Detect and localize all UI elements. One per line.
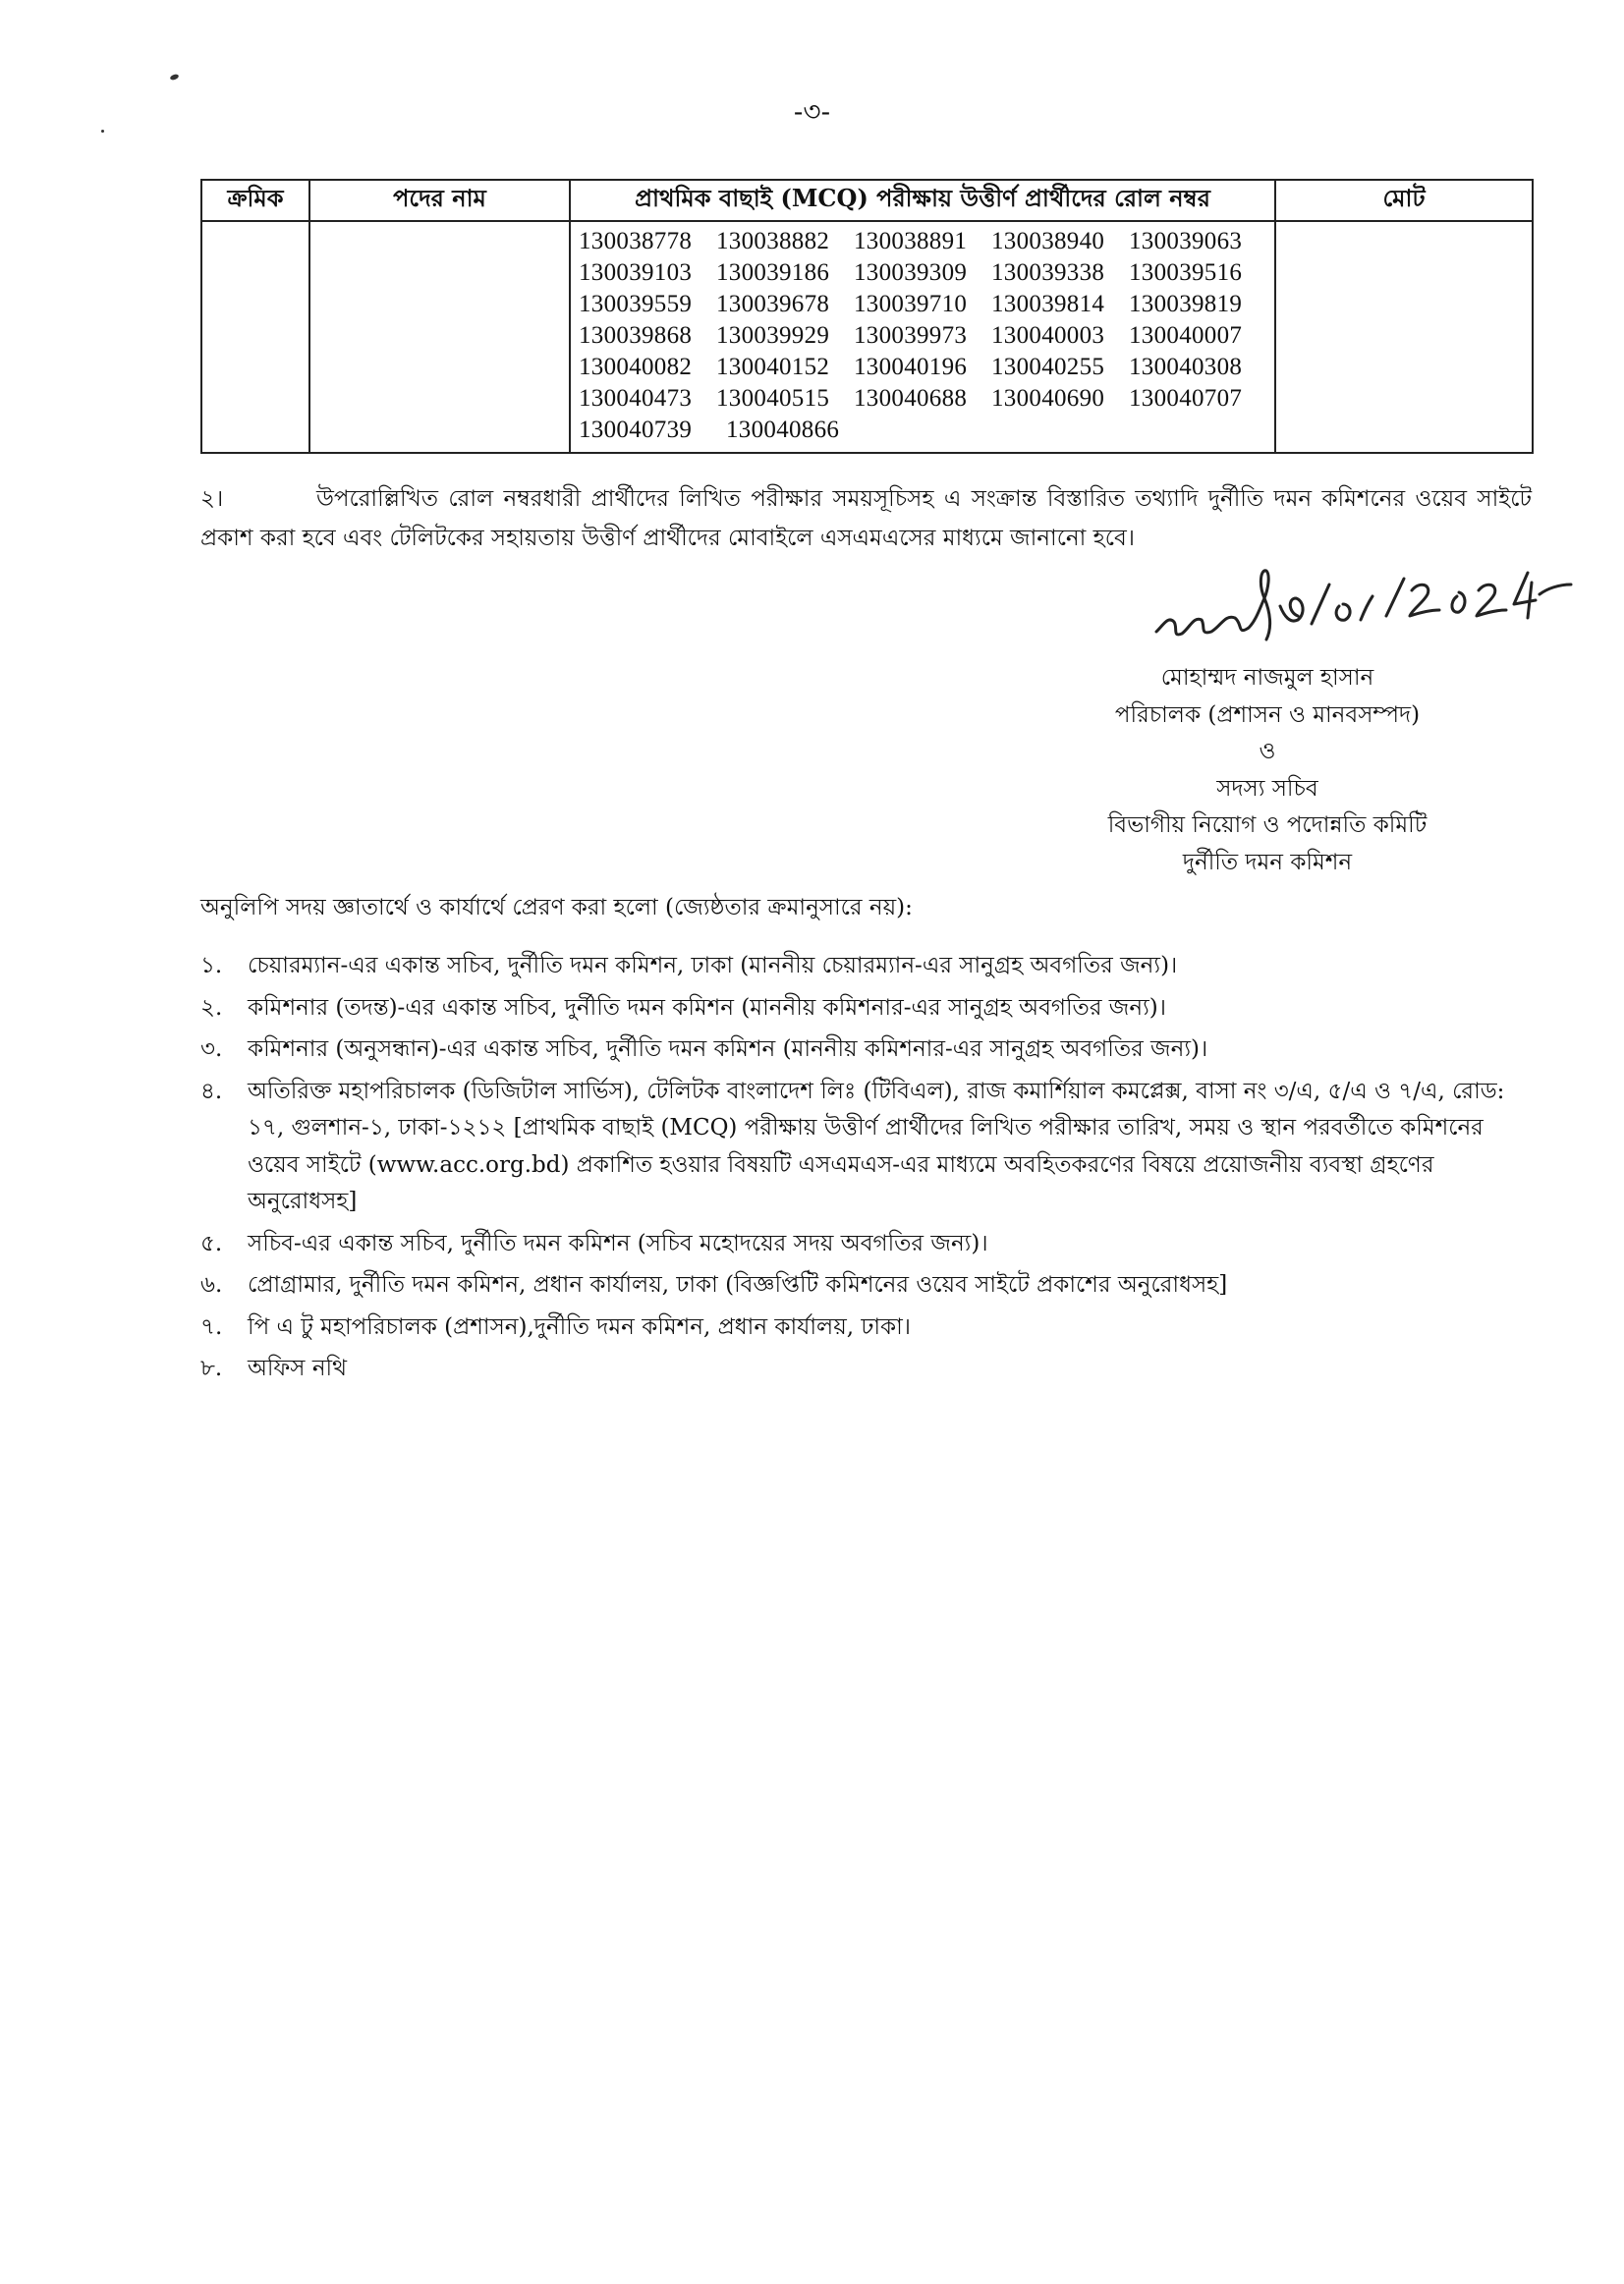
roll-number: 130040007 <box>1129 322 1243 349</box>
roll-number-table <box>200 179 1534 454</box>
header-roll-numbers: প্রাথমিক বাছাই (MCQ) পরীক্ষায় উত্তীর্ণ প্রার্থীদের রোল নম্বর <box>570 180 1275 221</box>
list-item <box>200 1351 1532 1388</box>
header-total: মোট <box>1275 180 1533 221</box>
roll-number: 130039710 <box>854 291 968 317</box>
post-name-cell <box>309 221 570 453</box>
list-item-number: ৮. <box>200 1356 223 1381</box>
list-item <box>200 948 1532 985</box>
roll-row <box>579 383 1266 415</box>
list-item-number: ৪. <box>200 1078 223 1104</box>
list-item-text: সচিব-এর একান্ত সচিব, দুর্নীতি দমন কমিশন (সচিব মহোদয়ের সদয় অবগতির জন্য)। <box>248 1230 988 1256</box>
signatory-conjunction: ও <box>1259 739 1276 764</box>
list-item-number: ৩. <box>200 1036 223 1062</box>
signatory-organization: দুর্নীতি দমন কমিশন <box>1182 849 1353 875</box>
roll-number: 130039516 <box>1129 259 1243 286</box>
list-item-number: ৬. <box>200 1272 223 1298</box>
list-item-number: ২. <box>200 994 223 1021</box>
roll-row <box>579 415 1266 446</box>
roll-number: 130039814 <box>991 291 1105 317</box>
roll-number: 130038882 <box>716 228 830 254</box>
handwritten-signature <box>1154 555 1587 663</box>
roll-number: 130038940 <box>991 228 1105 254</box>
roll-number: 130039559 <box>579 291 693 317</box>
header-serial: ক্রমিক <box>201 180 309 221</box>
list-item <box>200 1267 1532 1305</box>
list-item-number: ৭. <box>200 1313 223 1340</box>
list-item-text: অতিরিক্ত মহাপরিচালক (ডিজিটাল সার্ভিস), টেলিটক বাংলাদেশ লিঃ (টিবিএল), রাজ কমার্শিয়াল কমপ্লেক্স, বাসা নং ৩/এ, ৫/এ ও ৭/এ, রোড: ১৭, গুলশান-১, ঢাকা-১২১২ [প্রাথমিক বাছাই (MCQ) পরীক্ষায় উত্তীর্ণ প্রার্থীদের লিখিত পরীক্ষার তারিখ, সময় ও স্থান পরবর্তীতে কমিশনের ওয়েব সাইটে (www.acc.org.bd) প্রকাশিত হওয়ার বিষয়টি এসএমএস-এর মাধ্যমে অবহিতকরণের বিষয়ে প্রয়োজনীয় ব্যবস্থা গ্রহণের অনুরোধসহ] <box>248 1078 1505 1214</box>
roll-number: 130040739 <box>579 417 693 443</box>
roll-number: 130039929 <box>716 322 830 349</box>
roll-row <box>579 226 1266 257</box>
roll-number: 130040152 <box>716 354 830 380</box>
list-item <box>200 1074 1532 1221</box>
total-cell <box>1275 221 1533 453</box>
roll-number: 130040003 <box>991 322 1105 349</box>
roll-number: 130040690 <box>991 385 1105 412</box>
list-item <box>200 1226 1532 1263</box>
header-post-name: পদের নাম <box>309 180 570 221</box>
list-item-text: প্রোগ্রামার, দুর্নীতি দমন কমিশন, প্রধান কার্যালয়, ঢাকা (বিজ্ঞপ্তিটি কমিশনের ওয়েব সাইটে প্রকাশের অনুরোধসহ] <box>248 1272 1228 1298</box>
list-item-number: ৫. <box>200 1230 223 1256</box>
roll-number: 130040255 <box>991 354 1105 380</box>
list-item <box>200 1309 1532 1347</box>
copy-distribution-intro: অনুলিপি সদয় জ্ঞাতার্থে ও কার্যার্থে প্রেরণ করা হলো (জ্যেষ্ঠতার ক্রমানুসারে নয়): <box>200 895 913 920</box>
roll-number: 130040196 <box>854 354 968 380</box>
roll-number: 130040308 <box>1129 354 1243 380</box>
list-item-text: অফিস নথি <box>248 1356 348 1381</box>
list-item-text: কমিশনার (তদন্ত)-এর একান্ত সচিব, দুর্নীতি দমন কমিশন (মাননীয় কমিশনার-এর সানুগ্রহ অবগতির জন্য)। <box>248 994 1166 1021</box>
signatory-designation: পরিচালক (প্রশাসন ও মানবসম্পদ) <box>1114 701 1421 728</box>
roll-number: 130039186 <box>716 259 830 286</box>
roll-number: 130038891 <box>854 228 968 254</box>
list-item-text: পি এ টু মহাপরিচালক (প্রশাসন),দুর্নীতি দমন কমিশন, প্রধান কার্যালয়, ঢাকা। <box>248 1313 912 1340</box>
roll-number: 130039973 <box>854 322 968 349</box>
signatory-committee: বিভাগীয় নিয়োগ ও পদোন্নতি কমিটি <box>1107 812 1428 838</box>
list-item-text: চেয়ারম্যান-এর একান্ত সচিব, দুর্নীতি দমন কমিশন, ঢাকা (মাননীয় চেয়ারম্যান-এর সানুগ্রহ অবগতির জন্য)। <box>248 953 1178 978</box>
roll-number: 130040707 <box>1129 385 1243 412</box>
roll-row <box>579 289 1266 320</box>
roll-numbers-cell <box>570 221 1275 453</box>
roll-row <box>579 257 1266 289</box>
paragraph-number: ২। <box>200 486 224 512</box>
list-item-number: ১. <box>200 953 223 978</box>
roll-number: 130039309 <box>854 259 968 286</box>
roll-number: 130040082 <box>579 354 693 380</box>
roll-number: 130040688 <box>854 385 968 412</box>
signatory-name: মোহাম্মদ নাজমুল হাসান <box>1160 665 1374 691</box>
roll-number: 130039063 <box>1129 228 1243 254</box>
list-item <box>200 990 1532 1028</box>
serial-cell <box>201 221 309 453</box>
roll-number: 130040866 <box>726 417 840 443</box>
roll-number: 130038778 <box>579 228 693 254</box>
roll-number: 130039868 <box>579 322 693 349</box>
roll-number: 130040473 <box>579 385 693 412</box>
roll-number: 130039678 <box>716 291 830 317</box>
roll-number: 130040515 <box>716 385 830 412</box>
roll-number: 130039819 <box>1129 291 1243 317</box>
signatory-role: সদস্য সচিব <box>1216 775 1318 802</box>
list-item-text: কমিশনার (অনুসন্ধান)-এর একান্ত সচিব, দুর্নীতি দমন কমিশন (মাননীয় কমিশনার-এর সানুগ্রহ অবগতির জন্য)। <box>248 1036 1208 1062</box>
paragraph-text: উপরোল্লিখিত রোল নম্বরধারী প্রার্থীদের লিখিত পরীক্ষার সময়সূচিসহ এ সংক্রান্ত বিস্তারিত তথ্যাদি দুর্নীতি দমন কমিশনের ওয়েব সাইটে প্রকাশ করা হবে এবং টেলিটকের সহায়তায় উত্তীর্ণ প্রার্থীদের মোবাইলে এসএমএসের মাধ্যমে জানানো হবে। <box>200 486 1532 551</box>
copy-distribution-list <box>200 948 1532 1393</box>
paragraph-2 <box>200 479 1532 558</box>
roll-number: 130039103 <box>579 259 693 286</box>
table-row <box>201 221 1533 453</box>
page-number: -৩- <box>793 95 831 128</box>
table-header-row <box>201 180 1533 221</box>
list-item <box>200 1031 1532 1069</box>
scan-speck <box>169 74 179 82</box>
roll-row <box>579 352 1266 383</box>
signature-block <box>1061 660 1474 881</box>
roll-row <box>579 320 1266 352</box>
roll-number: 130039338 <box>991 259 1105 286</box>
